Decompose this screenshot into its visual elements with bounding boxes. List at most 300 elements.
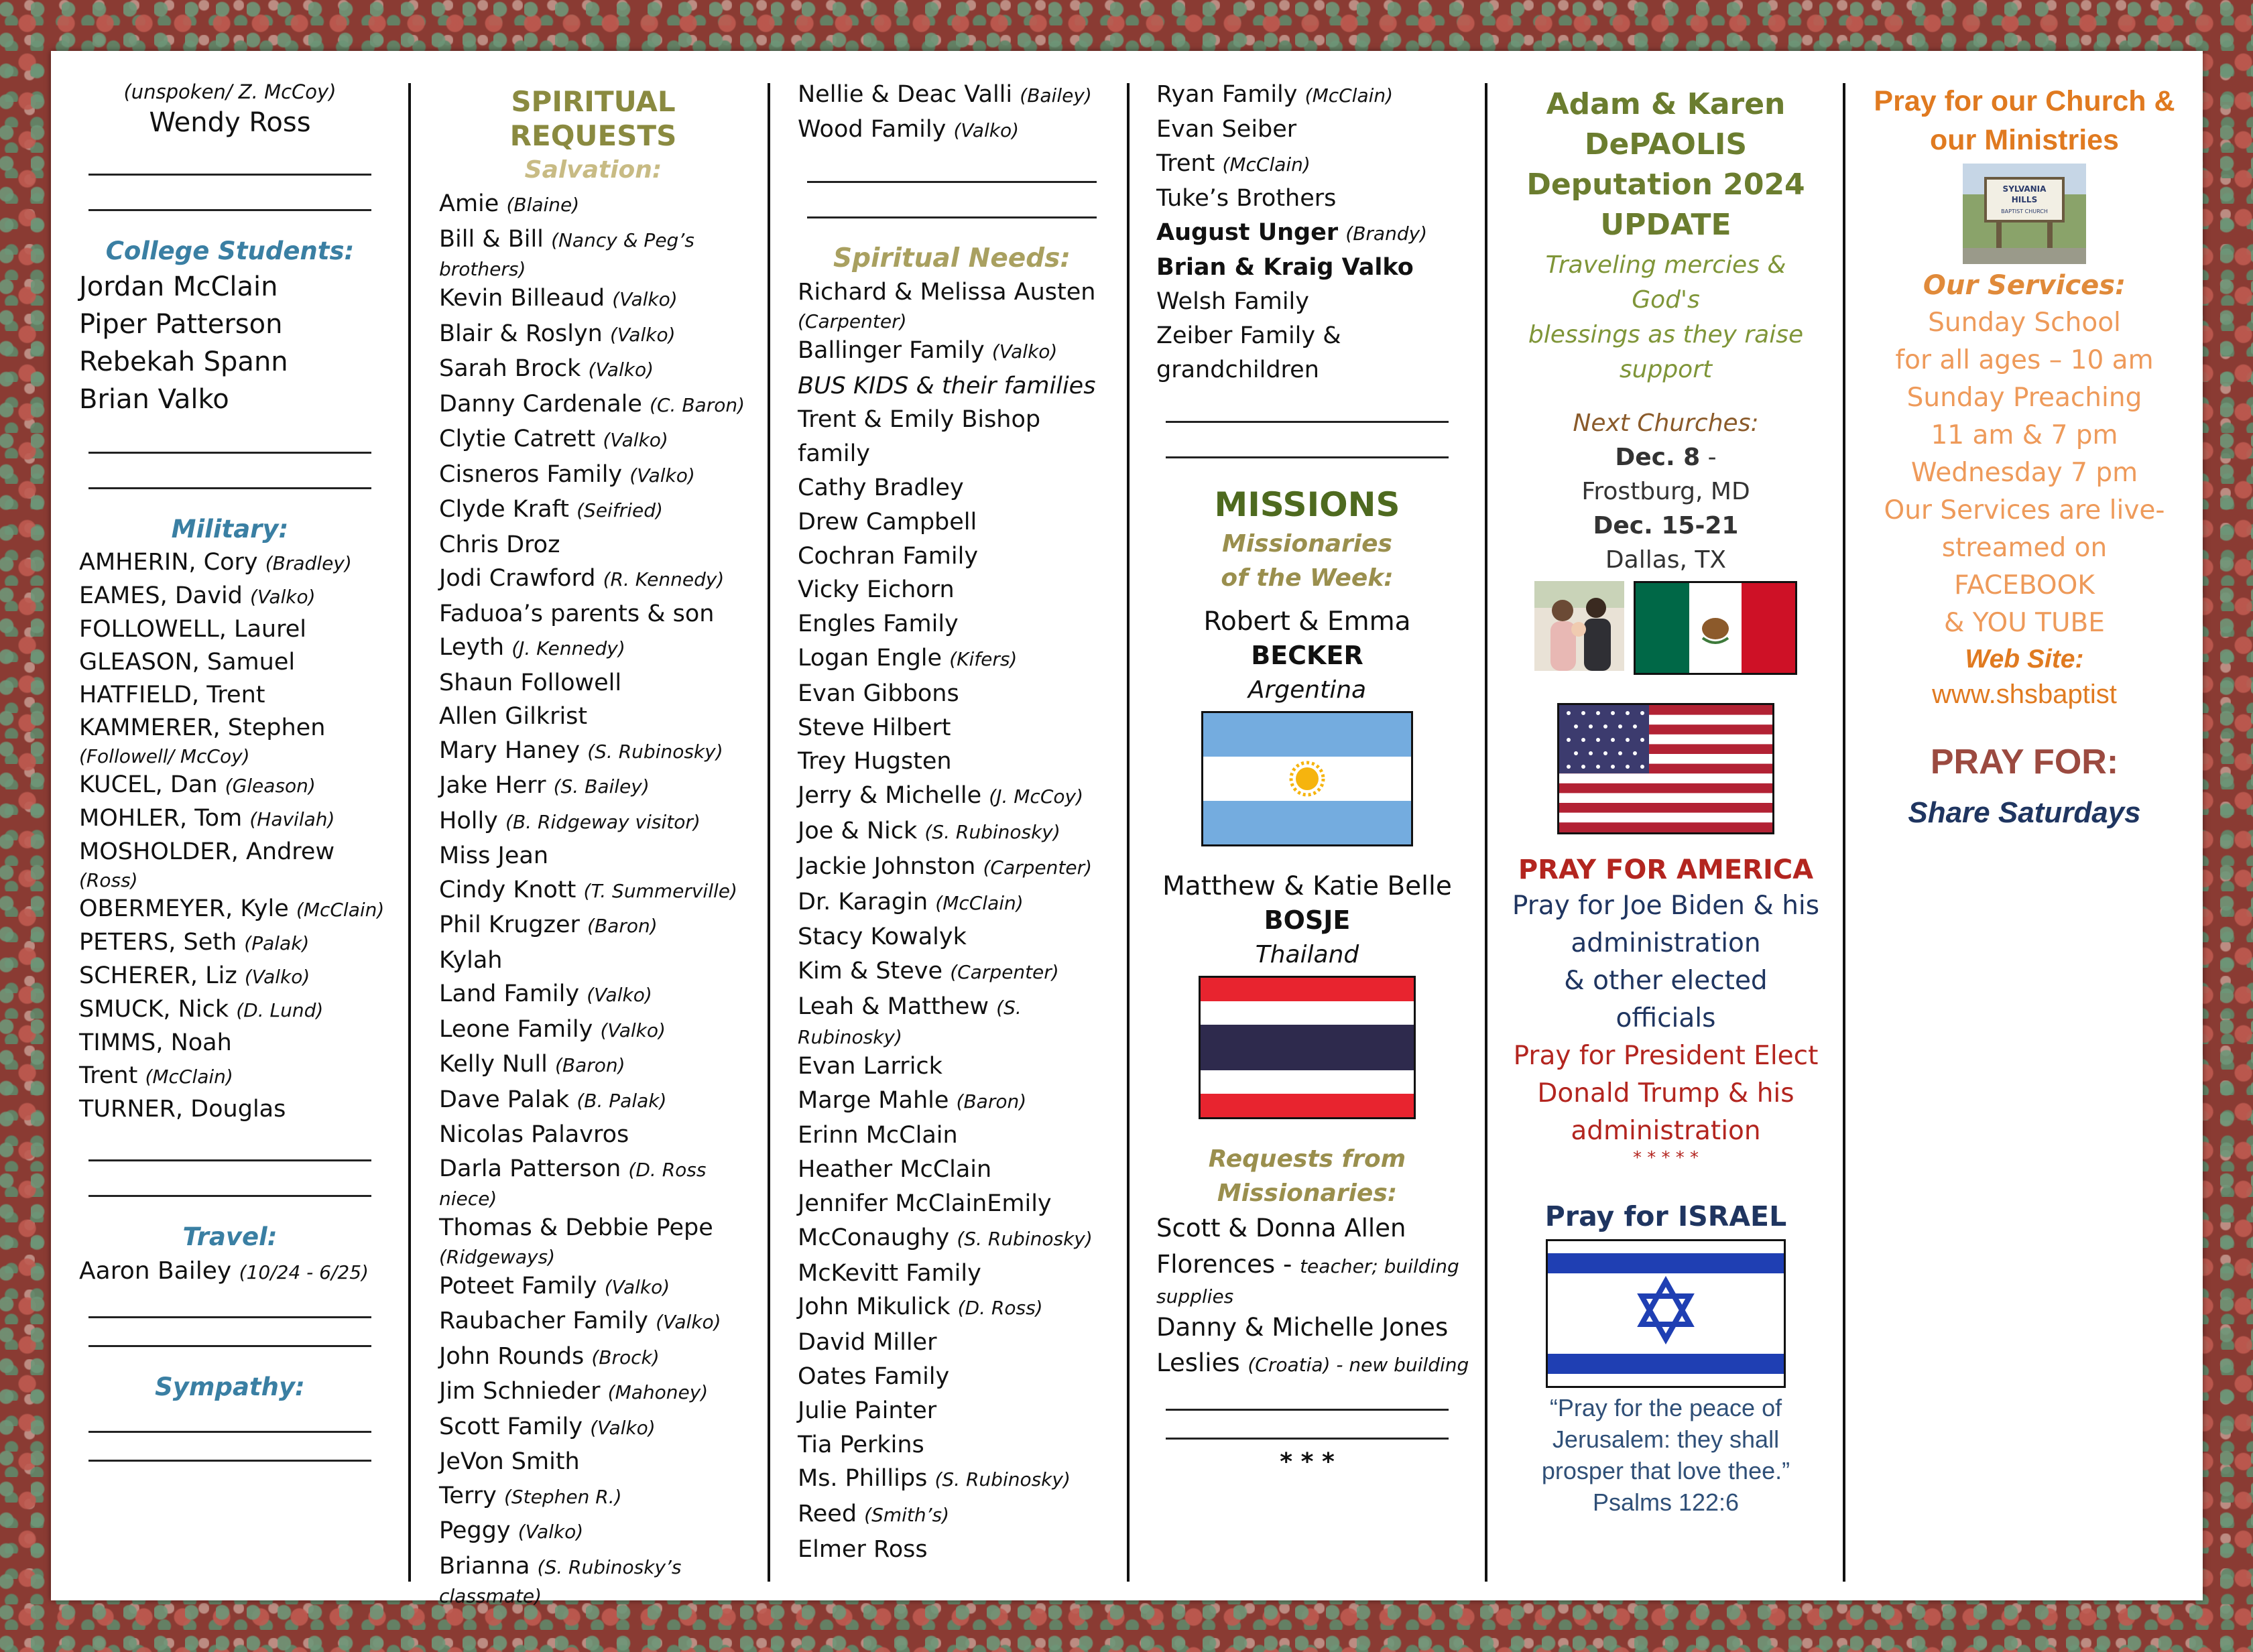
service-line: streamed on [1941, 533, 2108, 563]
list-item [798, 885, 1106, 921]
america-stars: * * * * * [1632, 1148, 1699, 1168]
col4-list [1156, 78, 1458, 387]
list-item [79, 1093, 381, 1126]
column-spiritual-requests [439, 78, 747, 1607]
list-item [798, 1187, 1106, 1221]
list-item-name: Marge Mahle [798, 1086, 949, 1114]
list-item-name: Erinn McClain [798, 1122, 958, 1149]
list-item-name: TURNER, Douglas [79, 1096, 286, 1123]
psalm-verse [1508, 1392, 1823, 1518]
sign-line-3: BAPTIST CHURCH [2001, 208, 2048, 214]
list-item-name: Welsh Family [1156, 288, 1309, 315]
blank-line [88, 1195, 371, 1197]
biden-line: & other elected [1564, 966, 1768, 996]
list-item-note: (Valko) [612, 288, 678, 310]
service-line: Wednesday 7 pm [1910, 458, 2138, 488]
list-item [1156, 353, 1458, 387]
sign-line-2: HILLS [2011, 195, 2038, 204]
list-item-note: niece) [439, 1188, 497, 1210]
list-item-name: Thomas & Debbie Pepe [439, 1214, 713, 1241]
requests-heading-2: Missionaries: [1217, 1180, 1398, 1207]
website-link[interactable]: www.shsbaptist [1932, 680, 2117, 709]
list-item-note: (Valko) [517, 1521, 584, 1543]
date-1-line [1508, 440, 1823, 474]
list-item [439, 1375, 747, 1410]
list-item [798, 920, 1106, 954]
trump-prayer [1508, 1037, 1823, 1150]
service-line: 11 am & 7 pm [1931, 420, 2118, 450]
list-item [79, 926, 381, 960]
list-item [439, 769, 747, 804]
list-item-name: Kevin Billeaud [439, 285, 605, 312]
list-item [798, 677, 1106, 711]
list-item [439, 1584, 747, 1608]
list-item [1156, 319, 1458, 353]
list-item-note: (Bailey) [1020, 84, 1092, 107]
list-item [79, 1060, 381, 1093]
thailand-flag-icon [1199, 976, 1416, 1119]
list-item [798, 954, 1106, 990]
list-item [798, 607, 1106, 641]
list-item [798, 275, 1106, 310]
list-item-name: Heather McClain [798, 1156, 992, 1184]
list-item-note: (C. Baron) [650, 393, 745, 416]
column-divider [1127, 83, 1130, 1582]
list-item-name: John Rounds [439, 1342, 585, 1370]
blank-line [88, 1316, 371, 1318]
list-item [798, 1025, 1106, 1050]
list-item-name: Clytie Catrett [439, 426, 596, 452]
list-item [798, 1221, 1106, 1257]
m1-country: Argentina [1247, 676, 1367, 704]
list-item [1156, 182, 1458, 216]
list-item-note: (McClain) [1222, 153, 1311, 176]
list-item [79, 1027, 381, 1060]
list-item [439, 700, 747, 734]
trump-line: Donald Trump & his [1537, 1078, 1794, 1108]
list-item [798, 1428, 1106, 1462]
list-item-name: Evan Seiber [1156, 116, 1297, 143]
church-heading-line: our Ministries [1930, 124, 2119, 156]
date-2: Dec. 15-21 [1593, 512, 1739, 539]
list-item-name: Faduoa’s parents & son [439, 600, 715, 627]
list-item-note: (B. Palak) [576, 1089, 667, 1112]
req-florences-name: Florences - [1156, 1250, 1292, 1279]
column-spiritual-needs [798, 78, 1106, 1586]
list-item-name: Kim & Steve [798, 958, 943, 985]
list-item-name: Bill & Bill [439, 225, 544, 253]
list-item [798, 539, 1106, 574]
list-item [439, 493, 747, 528]
req-jones: Danny & Michelle Jones [1156, 1313, 1449, 1342]
list-item [439, 839, 747, 873]
list-item-note: (Mahoney) [607, 1381, 709, 1403]
list-item-name: Mary Haney [439, 737, 581, 764]
list-item-note: (Gleason) [225, 775, 316, 797]
list-item-name: Scott Family [439, 1413, 583, 1440]
service-line: Our Services are live- [1884, 495, 2165, 525]
list-item-name: Evan Gibbons [798, 680, 959, 707]
list-item [798, 711, 1106, 745]
list-item-name: EAMES, David [79, 582, 243, 609]
m1-surname: BECKER [1251, 641, 1363, 670]
column-divider [1485, 83, 1487, 1582]
list-item [439, 1269, 747, 1305]
list-item-name: Kelly Null [439, 1051, 548, 1078]
list-item-name: Leah & Matthew [798, 993, 989, 1020]
blank-line [88, 1431, 371, 1433]
list-item-name: Engles Family [798, 611, 959, 638]
list-item [439, 597, 747, 631]
list-item-note: (Valko) [604, 1275, 670, 1298]
list-item [439, 528, 747, 562]
list-item [439, 1479, 747, 1515]
list-item [439, 804, 747, 840]
list-item-note: (Valko) [656, 1311, 721, 1333]
list-item-note: (Baron) [956, 1090, 1027, 1113]
column-divider [408, 83, 411, 1582]
column-deputation [1508, 78, 1823, 1586]
list-item [1156, 78, 1458, 113]
blank-line [1166, 456, 1449, 458]
list-item-note: (Bradley) [265, 552, 352, 574]
list-item-name: PETERS, Seth [79, 929, 237, 956]
list-item [798, 334, 1106, 369]
req-allen: Scott & Donna Allen [1156, 1214, 1406, 1243]
list-item-note: brothers) [439, 258, 526, 280]
list-item [439, 317, 747, 353]
blank-line [88, 1345, 371, 1347]
list-item [79, 679, 381, 712]
list-item [798, 310, 1106, 334]
list-item-note: (B. Ridgeway visitor) [505, 810, 701, 833]
list-item [79, 993, 381, 1027]
list-item-name: Sarah Brock [439, 355, 581, 382]
list-item-name: Danny Cardenale [439, 390, 642, 418]
list-item-note: (Valko) [603, 429, 668, 451]
req-florences [1156, 1247, 1458, 1285]
list-item-note: (Valko) [590, 1416, 656, 1439]
list-item-name: Nellie & Deac Valli [798, 81, 1013, 108]
list-item-note: (Blaine) [506, 194, 580, 216]
list-item-name: Dr. Karagin [798, 888, 928, 915]
photo-and-flag-row [1508, 581, 1823, 675]
list-item-name: JeVon Smith [439, 1448, 580, 1475]
service-line: Sunday Preaching [1906, 383, 2142, 413]
list-item [79, 745, 381, 769]
list-item-name: Jim Schnieder [439, 1378, 601, 1405]
list-item-name: Brianna [439, 1552, 530, 1580]
list-item-name: HATFIELD, Trent [79, 682, 265, 708]
list-item-name: Jodi Crawford [439, 565, 596, 592]
list-item-name: Steve Hilbert [798, 714, 951, 741]
list-item [439, 387, 747, 423]
list-item-note: (T. Summerville) [583, 879, 737, 902]
list-item [798, 641, 1106, 677]
list-item-note: (Carpenter) [983, 856, 1092, 879]
list-item [79, 769, 381, 802]
blank-line [88, 1460, 371, 1462]
list-item-name: MOSHOLDER, Andrew [79, 838, 335, 865]
deputation-subtitle-line: blessings as they raise [1528, 321, 1804, 348]
list-item [798, 1257, 1106, 1291]
list-item-name: Evan Larrick [798, 1052, 942, 1080]
list-item-name: Jackie Johnston [798, 852, 976, 880]
list-item-name: Poteet Family [439, 1272, 597, 1299]
list-item-name: Darla Patterson [439, 1155, 621, 1182]
list-item [798, 1050, 1106, 1084]
list-item-name: Trent [1156, 150, 1215, 177]
list-item-note: (Nancy & Peg’s [551, 229, 694, 251]
deputation-title-line: DePAOLIS [1584, 127, 1748, 162]
list-item-note: (D. Ross [628, 1158, 707, 1181]
list-item [439, 977, 747, 1013]
list-item [1156, 285, 1458, 319]
list-item [79, 546, 381, 580]
list-item-name: TIMMS, Noah [79, 1029, 232, 1056]
list-item [79, 646, 381, 679]
list-item [79, 893, 385, 926]
list-item [439, 1549, 747, 1585]
list-item-name: Raubacher Family [439, 1308, 648, 1334]
sign-line-1: SYLVANIA [2002, 184, 2047, 194]
list-item [439, 1013, 747, 1048]
list-item [439, 734, 747, 769]
list-item-note: (McClain) [1304, 84, 1394, 107]
travel-item [79, 1254, 381, 1289]
services-list [1870, 304, 2179, 642]
deputation-title-line: UPDATE [1600, 208, 1731, 242]
list-item [79, 580, 381, 613]
list-item-note: (Valko) [991, 340, 1058, 363]
list-item [798, 78, 1106, 113]
list-item-name: Trent & Emily Bishop [798, 406, 1041, 434]
list-item [798, 1326, 1106, 1360]
list-item [798, 745, 1106, 779]
list-item-name: Joe & Nick [798, 817, 918, 844]
missionaries-sub1: Missionaries [1222, 530, 1392, 558]
column-missions [1156, 78, 1469, 1586]
list-item-note: (D. Lund) [236, 999, 324, 1021]
list-item-name: Drew Campbell [798, 508, 977, 535]
list-item-name: Trent [79, 1062, 138, 1089]
list-item [439, 1211, 747, 1245]
req-leslies-name: Leslies [1156, 1348, 1240, 1377]
column-divider [1843, 83, 1845, 1582]
service-line: & YOU TUBE [1944, 608, 2105, 638]
list-item-note: (Palak) [244, 932, 310, 954]
list-item-name: Jennifer McClainEmily [798, 1190, 1052, 1217]
list-item-name: FOLLOWELL, Laurel [79, 616, 306, 643]
list-item [439, 187, 747, 223]
sympathy-heading: Sympathy: [155, 1373, 305, 1401]
list-item-name: GLEASON, Samuel [79, 649, 296, 676]
list-item-name: Logan Engle [798, 644, 942, 672]
list-item-note: (S. Rubinosky) [934, 1468, 1071, 1491]
list-item [798, 1153, 1106, 1187]
list-item-name: McConaughy [798, 1224, 950, 1251]
deputation-subtitle [1508, 248, 1823, 387]
list-item-note: (S. Rubinosky) [587, 740, 723, 763]
list-item [1156, 147, 1458, 182]
list-item-name: OBERMEYER, Kyle [79, 895, 289, 922]
list-item-note: (Baron) [554, 1054, 625, 1076]
list-item [798, 1360, 1106, 1394]
list-item-name: Clyde Kraft [439, 496, 569, 523]
list-item-name: AMHERIN, Cory [79, 549, 258, 576]
spiritual-requests-heading: SPIRITUAL REQUESTS [509, 85, 677, 152]
list-item-name: Miss Jean [439, 842, 549, 869]
family-photo-icon [1534, 581, 1624, 671]
req-florences-note2: supplies [1156, 1285, 1234, 1308]
list-item [439, 1152, 747, 1188]
blank-line [88, 1159, 371, 1161]
list-item-note: classmate) [439, 1585, 542, 1607]
column-church [1870, 78, 2179, 1586]
list-item-name: Shaun Followell [439, 669, 622, 696]
list-item-name: Cisneros Family [439, 460, 623, 488]
list-item-name: David Miller [798, 1329, 937, 1356]
list-item [439, 422, 747, 458]
list-item [439, 281, 747, 317]
list-item-note: (Ross) [79, 869, 138, 891]
list-item [79, 869, 381, 893]
list-item-name: Tuke’s Brothers [1156, 185, 1337, 212]
list-item-note: (S. Rubinosky) [957, 1227, 1093, 1250]
list-item-note: (S. Rubinosky) [924, 820, 1060, 843]
salvation-list [439, 187, 747, 1608]
list-item-name: Tia Perkins [798, 1431, 924, 1458]
blank-line [88, 174, 371, 176]
list-item [1156, 251, 1458, 285]
travel-heading: Travel: [182, 1222, 278, 1251]
salvation-heading: Salvation: [524, 156, 662, 184]
verse-line: “Pray for the peace of [1549, 1394, 1782, 1421]
list-item-name: Cochran Family [798, 542, 979, 570]
list-item-note: (S. Bailey) [553, 775, 650, 798]
list-item-name: Stacy Kowalyk [798, 924, 967, 951]
list-item-name: Trey Hugsten [798, 748, 952, 775]
website-heading: Web Site: [1965, 645, 2084, 674]
missionaries-sub2: of the Week: [1221, 564, 1394, 592]
church-heading-line: Pray for our Church & [1874, 85, 2175, 117]
blank-line [1166, 1409, 1449, 1411]
list-item-note: (Valko) [629, 464, 695, 487]
list-item [439, 1445, 747, 1479]
needs-list [798, 275, 1106, 1567]
share-saturdays: Share Saturdays [1908, 796, 2141, 829]
place-2: Dallas, TX [1605, 546, 1727, 574]
list-item-name: Reed [798, 1501, 857, 1528]
list-item-note: (Kifers) [949, 647, 1018, 670]
college-student: Piper Patterson [79, 309, 283, 340]
list-item-name: McKevitt Family [798, 1259, 981, 1287]
list-item-note: (Valko) [587, 984, 652, 1006]
list-item-note: (Carpenter) [950, 961, 1059, 984]
list-item [798, 1533, 1106, 1567]
service-line: for all ages – 10 am [1895, 345, 2154, 375]
list-item-name: Vicky Eichorn [798, 576, 955, 604]
list-item-note: (Valko) [600, 1019, 666, 1041]
list-item-name: MOHLER, Tom [79, 805, 243, 832]
list-item-name: Brian & Kraig Valko [1156, 254, 1414, 281]
m1-names: Robert & Emma [1203, 607, 1411, 637]
list-item [798, 403, 1106, 437]
list-item [798, 1119, 1106, 1153]
next-churches-heading: Next Churches: [1573, 409, 1759, 437]
list-item [79, 960, 381, 993]
deputation-subtitle-line: Traveling mercies & God's [1545, 251, 1786, 314]
list-item-note: (McClain) [145, 1066, 233, 1088]
verse-line: Jerusalem: they shall [1552, 1425, 1780, 1453]
column-prayer-list [79, 78, 385, 1586]
list-item-name: Phil Krugzer [439, 911, 580, 938]
argentina-flag-icon [1201, 711, 1413, 846]
israel-flag-icon [1546, 1239, 1786, 1388]
verse-line: prosper that love thee.” [1541, 1457, 1790, 1484]
list-item [798, 814, 1106, 850]
list-item [439, 873, 747, 909]
list-item-name: Terry [439, 1482, 497, 1509]
list-item-name: Dave Palak [439, 1086, 570, 1113]
service-line: Sunday School [1928, 308, 2121, 338]
list-item [439, 666, 747, 700]
list-item-note: (Seifried) [576, 499, 663, 521]
biden-line: officials [1616, 1003, 1716, 1033]
missions-heading: MISSIONS [1214, 485, 1400, 524]
list-item-name: Land Family [439, 980, 580, 1007]
deputation-subtitle-line: support [1619, 356, 1713, 383]
wendy-ross: Wendy Ross [149, 107, 311, 138]
list-item-name: Wood Family [798, 116, 947, 143]
unspoken-note: (unspoken/ Z. McCoy) [123, 80, 337, 103]
list-item [439, 562, 747, 597]
list-item [1156, 216, 1458, 251]
trump-line: Pray for President Elect [1513, 1041, 1819, 1071]
list-item [798, 573, 1106, 607]
blank-line [88, 487, 371, 489]
list-item [439, 1047, 747, 1083]
requests-heading-1: Requests from [1208, 1145, 1406, 1173]
travel-note: (10/24 - 6/25) [239, 1261, 369, 1283]
list-item-name: August Unger [1156, 219, 1339, 246]
blank-line [1166, 1438, 1449, 1440]
list-item [79, 613, 381, 646]
list-item-name: Chris Droz [439, 531, 560, 558]
list-item-note: (Valko) [953, 119, 1019, 141]
place-1: Frostburg, MD [1581, 478, 1750, 505]
list-item-italic: BUS KIDS & their families [798, 372, 1096, 399]
pray-for-heading: PRAY FOR: [1930, 743, 2119, 781]
deputation-title-line: Deputation 2024 [1526, 168, 1805, 202]
list-item-name: Richard & Melissa Austen [798, 279, 1096, 306]
req-leslies [1156, 1346, 1469, 1382]
list-item-name: Ms. Phillips [798, 1465, 928, 1492]
list-item [439, 1340, 747, 1375]
list-item-name: SCHERER, Liz [79, 962, 237, 989]
list-item-note: (D. Ross) [957, 1297, 1043, 1320]
list-item-note: (Baron) [587, 915, 658, 937]
list-item-name: Cathy Bradley [798, 474, 964, 501]
blank-line [88, 209, 371, 211]
list-item-name: Peggy [439, 1517, 511, 1544]
list-item-name: Holly [439, 807, 498, 834]
list-item [798, 1394, 1106, 1428]
list-item-name: John Mikulick [798, 1293, 951, 1321]
pray-for-america-heading: PRAY FOR AMERICA [1518, 854, 1814, 885]
verse-line: Psalms 122:6 [1592, 1488, 1740, 1516]
list-item [1156, 113, 1458, 147]
